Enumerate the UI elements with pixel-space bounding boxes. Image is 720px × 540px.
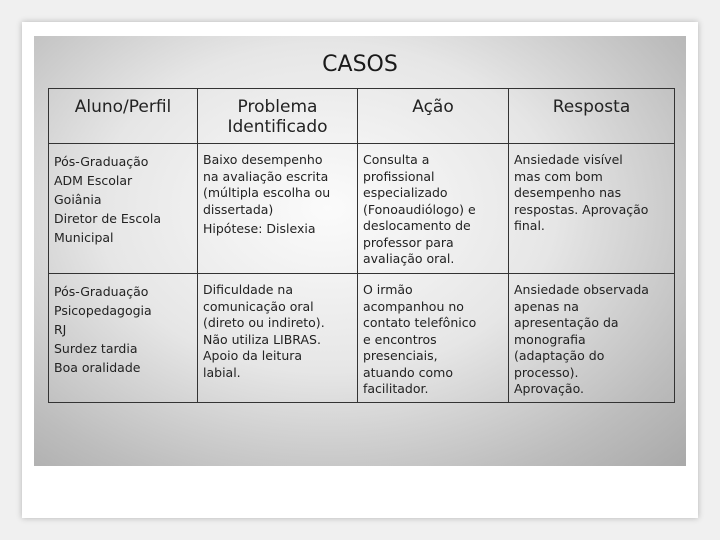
- cell-line: apresentação da: [514, 315, 619, 330]
- cell-line: na avaliação escrita: [203, 168, 329, 184]
- cell-line: dissertada): [203, 201, 274, 217]
- cell-aluno-perfil: [49, 144, 198, 274]
- cell-line: deslocamento de: [363, 218, 471, 233]
- cell-line: RJ: [54, 322, 67, 337]
- cell-line: (adaptação do: [514, 348, 605, 363]
- cell-line: processo).: [514, 364, 579, 380]
- cell-line: profissional: [363, 168, 435, 184]
- cell-acao: [358, 144, 509, 274]
- cell-line: Apoio da leitura: [203, 348, 303, 363]
- cell-line: final.: [514, 218, 545, 233]
- header-text: Problema: [237, 97, 318, 117]
- cell-line: ADM Escolar: [54, 173, 133, 188]
- cell-line: atuando como: [363, 364, 453, 380]
- table-row: [49, 274, 675, 403]
- cell-line: acompanhou no: [363, 298, 464, 314]
- cell-line: Ansiedade visível: [514, 152, 623, 167]
- cell-line: Pós-Graduação: [54, 284, 149, 299]
- cell-line: (Fonoaudiólogo) e: [363, 201, 476, 217]
- header-text: Identificado: [227, 117, 328, 137]
- cell-line: especializado: [363, 185, 448, 200]
- cell-problema: [198, 144, 358, 274]
- cell-line: mas com bom: [514, 168, 603, 184]
- cell-line: Aprovação.: [514, 381, 584, 396]
- cell-line: monografia: [514, 331, 586, 347]
- cell-line: Municipal: [54, 230, 114, 245]
- header-text: Aluno/Perfil: [74, 97, 172, 117]
- cell-line: contato telefônico: [363, 315, 477, 330]
- cell-line: Psicopedagogia: [54, 303, 152, 318]
- header-problema-identificado: [198, 89, 358, 144]
- cell-line: avaliação oral.: [363, 251, 455, 266]
- cell-resposta: [509, 144, 675, 274]
- cell-line: desempenho nas: [514, 185, 622, 200]
- cell-line: Diretor de Escola: [54, 211, 161, 226]
- cell-resposta: [509, 274, 675, 403]
- cell-line: Boa oralidade: [54, 360, 141, 375]
- slide-title: CASOS: [322, 52, 398, 77]
- cell-line: Pós-Graduação: [54, 154, 149, 169]
- cases-table: [48, 88, 675, 403]
- cell-line: Ansiedade observada: [514, 282, 649, 297]
- cell-line: Baixo desempenho: [203, 152, 323, 167]
- cell-line: Hipótese: Dislexia: [203, 221, 316, 236]
- cell-line: Dificuldade na: [203, 282, 294, 297]
- cell-acao: [358, 274, 509, 403]
- header-acao: [358, 89, 509, 144]
- header-text: Ação: [412, 97, 454, 117]
- cell-line: Surdez tardia: [54, 341, 138, 356]
- cell-line: Não utiliza LIBRAS.: [203, 331, 321, 347]
- header-row: [49, 89, 675, 144]
- cell-line: (direto ou indireto).: [203, 315, 325, 330]
- cell-line: apenas na: [514, 298, 579, 314]
- header-text: Resposta: [552, 97, 631, 117]
- cell-line: labial.: [203, 364, 241, 380]
- cell-aluno-perfil: [49, 274, 198, 403]
- table-row: [49, 144, 675, 274]
- cell-line: comunicação oral: [203, 298, 314, 314]
- cell-line: facilitador.: [363, 381, 429, 396]
- cell-line: Goiânia: [54, 192, 102, 207]
- cell-line: (múltipla escolha ou: [203, 185, 331, 200]
- cell-line: O irmão: [363, 282, 413, 297]
- cell-line: professor para: [363, 234, 454, 250]
- cell-line: presenciais,: [363, 348, 438, 363]
- cell-line: Consulta a: [363, 152, 430, 167]
- header-resposta: [509, 89, 675, 144]
- cell-line: e encontros: [363, 331, 437, 347]
- cell-problema: [198, 274, 358, 403]
- cell-line: respostas. Aprovação: [514, 201, 649, 217]
- header-aluno-perfil: [49, 89, 198, 144]
